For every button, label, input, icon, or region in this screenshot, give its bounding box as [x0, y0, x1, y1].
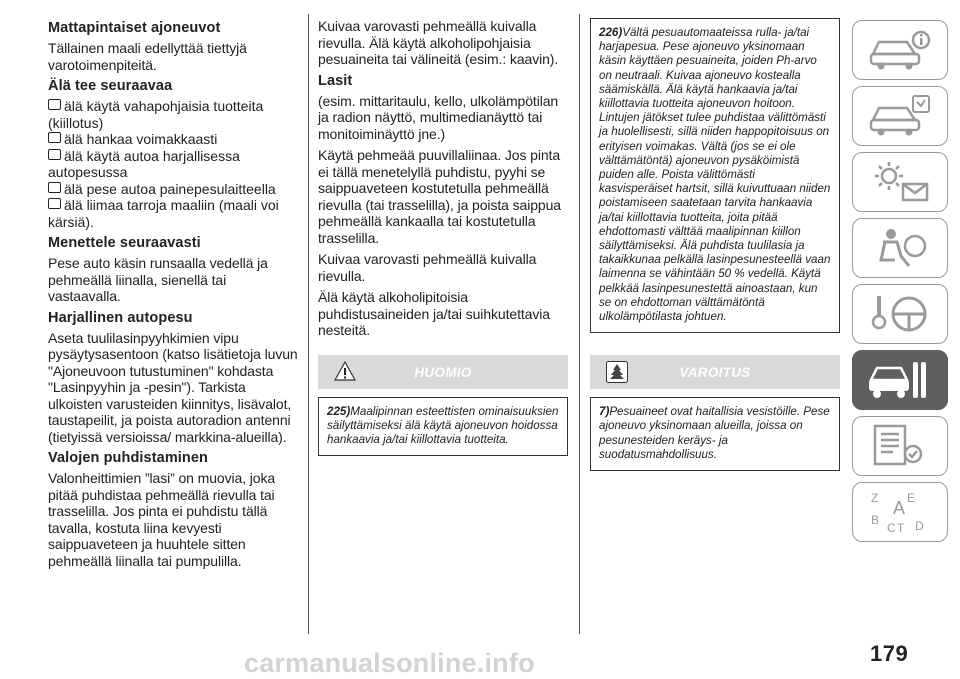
airbag-person-icon: [867, 226, 933, 270]
checkbox-bullet-icon: [48, 182, 61, 193]
car-wrench-icon: [867, 358, 933, 402]
warning-banner: [318, 355, 568, 389]
note-number: 225): [327, 404, 351, 418]
list-item: älä pese autoa painepesulaitteella: [48, 181, 298, 198]
paragraph: Aseta tuulilasinpyyhkimien vipu pysäytysasentoon (katso lisätietoja luvun "Ajoneuvoon tutustuminen" kohdasta "Lasinpyyhin ja -pesin"). Tarkista ulkoisten varusteiden kiinnitys, lisävalot, taustapeilit, ja poista autoradion antenni (tietyissä versioissa/ markkina-alueilla).: [48, 329, 298, 445]
watermark: carmanualsonline.info: [244, 648, 535, 678]
column-divider: [308, 14, 309, 634]
paragraph: Älä käytä alkoholipitoisia puhdistusaineiden ja/tai suihkutettavia nesteitä.: [318, 289, 550, 338]
heading-do-this: Menettele seuraavasti: [48, 235, 201, 251]
list-item-cont: kärsiä).: [48, 213, 94, 230]
car-info-icon: [867, 28, 933, 72]
warning-title: HUOMIO: [414, 364, 472, 380]
list-item: älä käytä autoa harjallisessa: [48, 148, 298, 165]
note-text: Maalipinnan esteettisten ominaisuuksien säilyttämiseksi älä käytä ajoneuvon hoidossa hankaavia ja/tai kiillottavia tuotteita.: [327, 404, 559, 446]
column-left: [48, 18, 298, 574]
tab-airbag[interactable]: [852, 218, 948, 278]
alphabet-letter: C: [887, 521, 896, 534]
checkbox-bullet-icon: [48, 132, 61, 143]
checkbox-bullet-icon: [48, 99, 61, 110]
car-settings-icon: [867, 94, 933, 138]
heading-glass: Lasit: [318, 72, 353, 89]
paragraph: Pese auto käsin runsaalla vedellä ja pehmeällä liinalla, sienellä tai vastaavalla.: [48, 255, 268, 304]
column-middle: [318, 18, 568, 456]
column-divider: [579, 14, 580, 634]
alphabet-letter: Z: [871, 491, 879, 505]
tab-key-wheel[interactable]: [852, 284, 948, 344]
chapter-sidebar: [852, 20, 956, 548]
note-text: Vältä pesuautomaateissa rulla- ja/tai harjapesua. Pese ajoneuvo yksinomaan käsin käyttäen pesuaineita, joiden Ph-arvo on neutraali. Kuivaa ajoneuvo kostealla säämiskällä. Älä käytä hankaavia ja/tai kiillottavia tuotteita ajoneuvon hoitoon. Lintujen jätökset tulee puhdistaa välittömästi ja huolellisesti, sillä niiden happopitoisuus on erityisen voimakas. Vältä (jos se ei ole välttämätöntä) ajoneuvon pysäköimistä puiden alle. Poista välittömästi kasvisperäiset hartsit, sillä kuivuttuaan niiden poistamiseen saatetaan tarvita hankaavia ja/tai kiillottavia tuotteita, joita pitää ehdottomasti välttää maalipinnan kiillon säilyttämiseksi. Älä puhdista tuulilasia ja takaikkunaa pelkällä lasinpesunesteellä vaan laimenna se vähintään 50 % vedellä. Käytä pelkkää lasinpesunestettä ainoastaan, kun se on ehdottoman välttämätöntä ulkolämpötilasta johtuen.: [599, 26, 831, 324]
note-text: Pesuaineet ovat haitallisia vesistöille. Pese ajoneuvo yksinomaan alueilla, joissa on pesunesteiden keräys- ja suodatusmahdollisuus.: [599, 405, 830, 461]
note-box: [318, 397, 568, 457]
alphabet-letter: B: [871, 513, 880, 527]
list-item: älä liimaa tarroja maaliin (maali voi: [48, 197, 298, 214]
alphabet-index-icon: [867, 490, 933, 534]
paragraph: Käytä pehmeää puuvillaliinaa. Jos pinta ei tällä menetelyllä puhdistu, pyyhi se saippuaveteen kostutetulla pehmeällä rievulla (tai trasselilla), ja poista saippua pehmeällä kankaalla tai kostutetulla trasselilla.: [318, 147, 561, 246]
heading-do-not: Älä tee seuraavaa: [48, 78, 173, 94]
tab-car-info[interactable]: [852, 20, 948, 80]
note-number: 7): [599, 405, 610, 419]
page-number: 179: [870, 641, 909, 666]
tab-lights-mail[interactable]: [852, 152, 948, 212]
checkbox-bullet-icon: [48, 198, 61, 209]
alphabet-letter: D: [915, 519, 924, 533]
list-item-cont: autopesussa: [48, 164, 128, 180]
column-right: [590, 18, 840, 471]
list-item-cont: (kiillotus): [48, 114, 104, 131]
checkbox-bullet-icon: [48, 149, 61, 160]
heading-brush-wash: Harjallinen autopesu: [48, 309, 193, 326]
alphabet-letter: E: [907, 491, 916, 505]
paragraph: Kuivaa varovasti pehmeällä kuivalla rievulla.: [318, 251, 537, 284]
list-document-icon: [867, 424, 933, 468]
heading-light-cleaning: Valojen puhdistaminen: [48, 450, 209, 466]
paragraph: Tällainen maali edellyttää tiettyjä varotoimenpiteitä.: [48, 40, 247, 73]
note-number: 226): [599, 26, 623, 39]
alphabet-letter: T: [897, 521, 905, 534]
alphabet-letter: A: [893, 498, 906, 518]
heading-matte-vehicles: Mattapintaiset ajoneuvot: [48, 20, 221, 36]
env-note-box: [590, 397, 840, 471]
lights-mail-icon: [867, 160, 933, 204]
paragraph: Valonheittimien ”lasi” on muovia, joka pitää puhdistaa pehmeällä rievulla tai trasselilla. Jos pinta ei puhdistu tällä tavalla, kostuta liina kevyesti saippuaveteen ja huuhtele sitten pehmeällä liinalla tai pumpulilla.: [48, 470, 276, 569]
environment-banner: [590, 355, 840, 389]
key-wheel-icon: [867, 292, 933, 336]
environment-title: VAROITUS: [679, 365, 751, 381]
list-item: älä käytä vahapohjaisia tuotteita: [48, 98, 298, 115]
note-box: [590, 18, 840, 333]
paragraph: Kuivaa varovasti pehmeällä kuivalla rievulla. Älä käytä alkoholipohjaisia pesuaineita tai välineitä (esim.: kaavin).: [318, 18, 559, 67]
tab-alphabet-index[interactable]: [852, 482, 948, 542]
paragraph: (esim. mittaritaulu, kello, ulkolämpötilan ja radion näyttö, multimedianäyttö tai monitoiminäyttö jne.): [318, 92, 559, 142]
tab-car-wrench[interactable]: [852, 350, 948, 410]
tab-car-settings[interactable]: [852, 86, 948, 146]
list-item: älä hankaa voimakkaasti: [48, 131, 298, 148]
tab-list-document[interactable]: [852, 416, 948, 476]
